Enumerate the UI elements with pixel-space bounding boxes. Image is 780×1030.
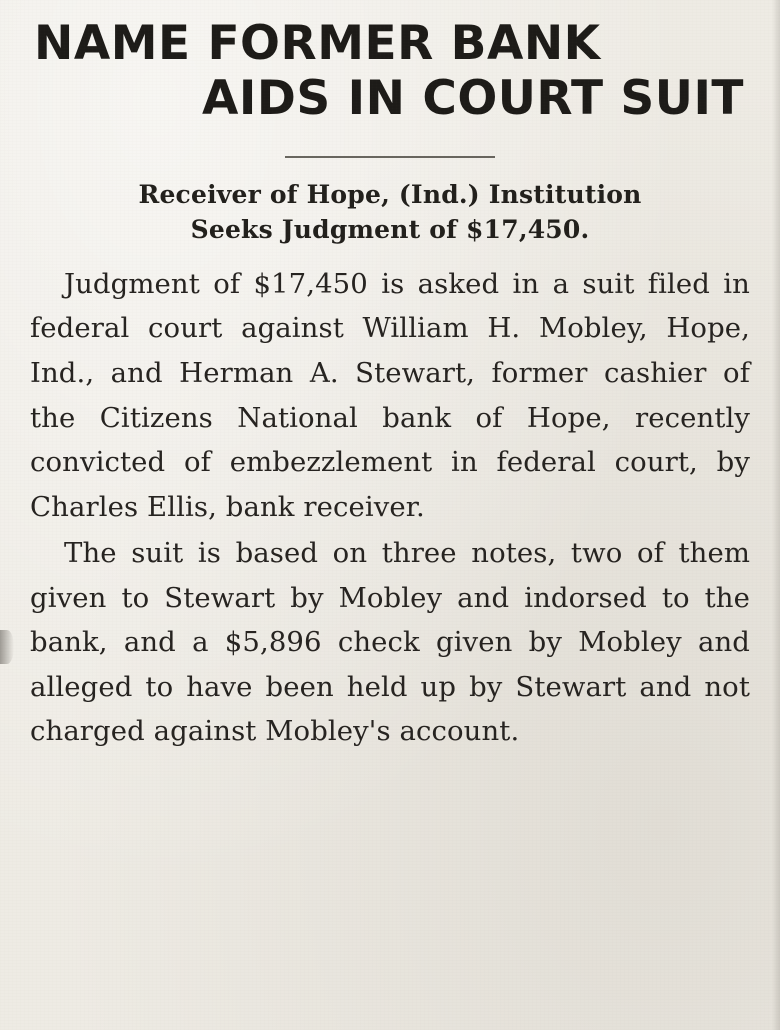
- headline-line-1: NAME FORMER BANK: [34, 16, 601, 71]
- page-right-edge-shadow: [772, 0, 780, 1030]
- article-body: [30, 262, 750, 754]
- subhead-line-1: Receiver of Hope, (Ind.) Institution: [138, 179, 642, 209]
- article-subhead: [30, 177, 750, 248]
- paragraph-text: Judgment of $17,450 is asked in a suit filed in federal court against William H. Mobley, Hope, Ind., and Herman A. Stewart, former cashier of the Citizens National bank of Hope, recently convicted of embezzlement in federal court, by Charles Ellis, bank receiver.: [30, 267, 750, 523]
- headline-divider: [30, 145, 750, 163]
- paragraph-text: The suit is based on three notes, two of them given to Stewart by Mobley and indorsed to the bank, and a $5,896 check given by Mobley and alleged to have been held up by Stewart and not charged against Mobley's account.: [30, 537, 750, 748]
- article-paragraph: [30, 531, 750, 754]
- divider-rule: [285, 156, 495, 158]
- page-edge-blemish: [0, 630, 14, 664]
- article-paragraph: [30, 262, 750, 529]
- article-headline: [30, 0, 750, 127]
- headline-line-2: AIDS IN COURT SUIT: [202, 71, 744, 127]
- subhead-line-2: Seeks Judgment of $17,450.: [190, 215, 590, 245]
